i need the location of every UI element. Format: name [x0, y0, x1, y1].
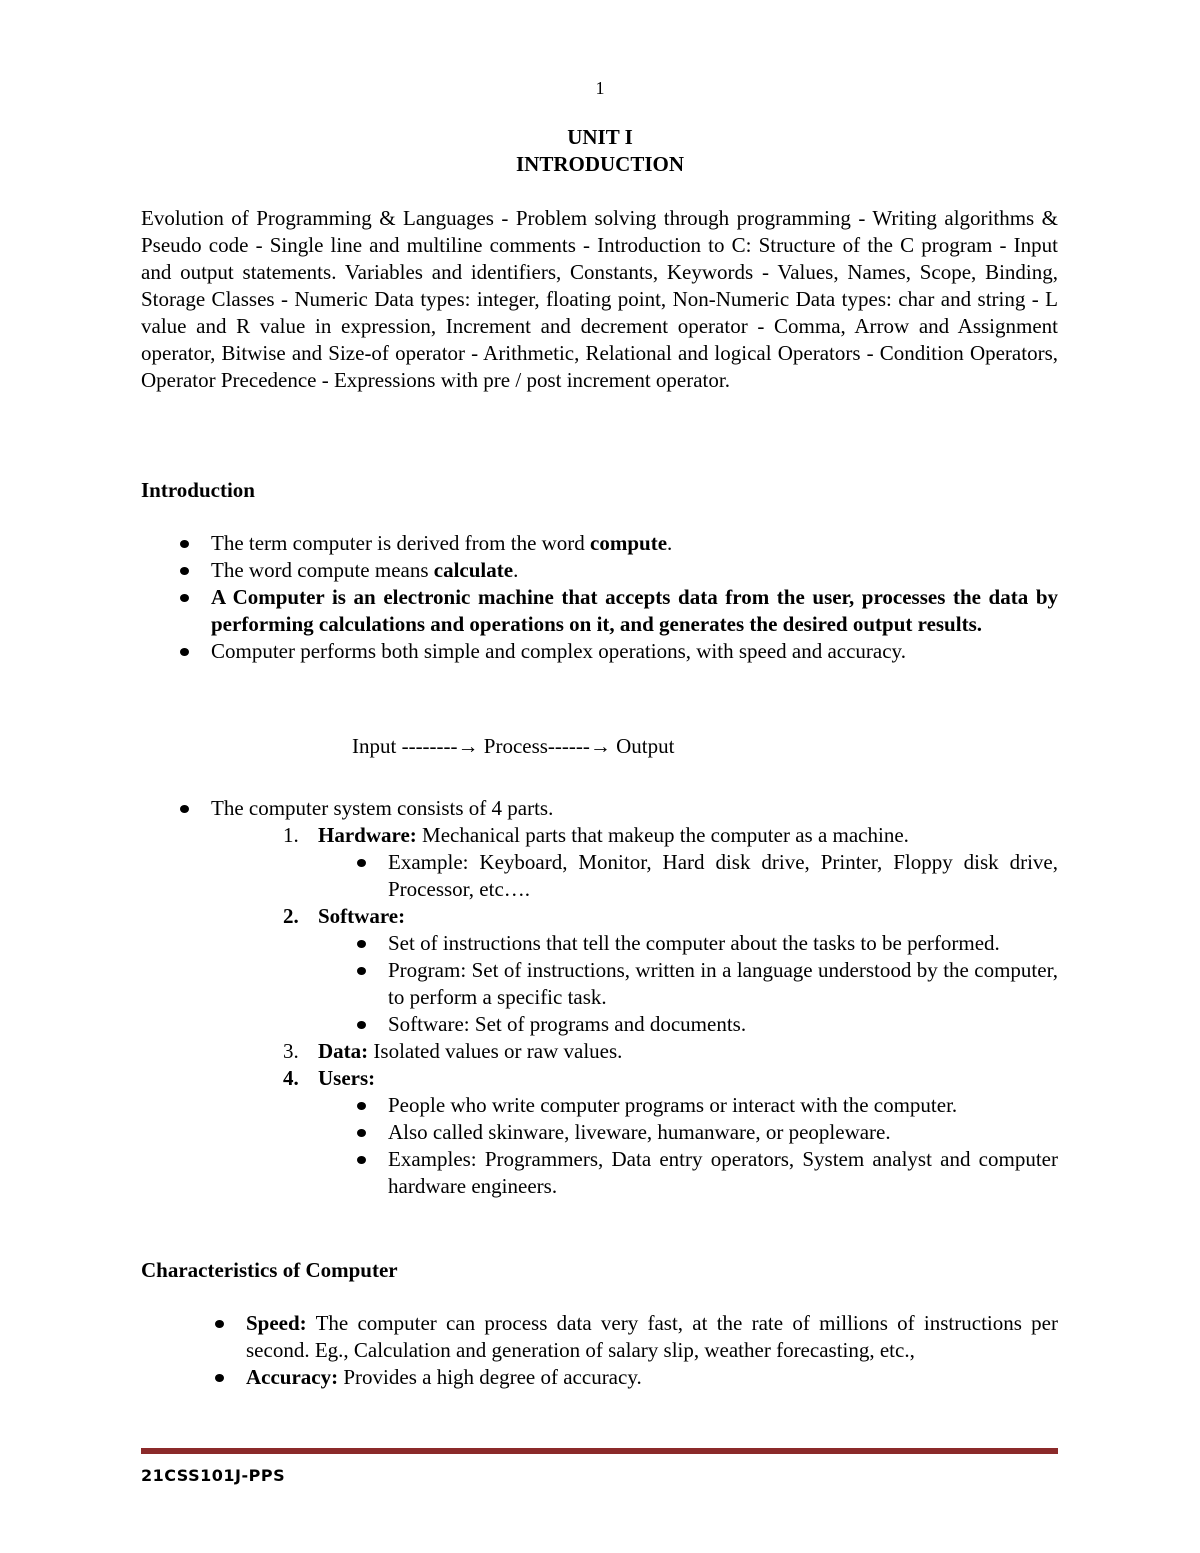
list-number: 3.	[283, 1039, 299, 1063]
parts-intro-list	[211, 795, 1058, 822]
bullet-icon	[357, 940, 366, 948]
list-number: 4.	[283, 1066, 299, 1090]
syllabus-paragraph: Evolution of Programming & Languages - Problem solving through programming - Writing algorithms & Pseudo code - Single line and multiline comments - Introduction to C: Structure of the C program - Input and output statements. Variables and identifiers, Constants, Keywords - Values, Names, Scope, Binding, Storage Classes - Numeric Data types: integer, floating point, Non-Numeric Data types: char and string - L value and R value in expression, Increment and decrement operator - Comma, Arrow and Assignment operator, Bitwise and Size-of operator - Arithmetic, Relational and logical Operators - Condition Operators, Operator Precedence - Expressions with pre / post increment operator.	[141, 206, 1058, 392]
bullet-icon	[215, 1374, 224, 1382]
bullet-icon	[215, 1320, 224, 1328]
list-item: People who write computer programs or interact with the computer.	[388, 1092, 1058, 1119]
unit-number: UNIT I	[567, 125, 633, 149]
footer-rule	[141, 1448, 1058, 1454]
list-item: A Computer is an electronic machine that accepts data from the user, processes the data by performing calculations and operations on it, and generates the desired output results.	[211, 584, 1058, 638]
bullet-icon	[357, 859, 366, 867]
characteristics-bullet-list	[246, 1310, 1058, 1391]
bullet-icon	[180, 805, 189, 813]
list-item: Program: Set of instructions, written in a language understood by the computer, to perform a specific task.	[388, 957, 1058, 1011]
sub-bullet-list	[388, 849, 1058, 903]
computer-parts-list	[283, 822, 1058, 1200]
bullet-icon	[357, 1102, 366, 1110]
section-heading-characteristics: Characteristics of Computer	[141, 1258, 398, 1282]
page-number: 1	[595, 78, 605, 98]
footer-course-code: 21CSS101J-PPS	[141, 1466, 286, 1485]
list-item: Speed: The computer can process data very fast, at the rate of millions of instructions per second. Eg., Calculation and generation of salary slip, weather forecasting, etc.,	[246, 1310, 1058, 1364]
bullet-icon	[180, 594, 189, 602]
list-item: Computer performs both simple and complex operations, with speed and accuracy.	[211, 638, 1058, 665]
part-hardware: 1. Hardware: Mechanical parts that makeup the computer as a machine. Example: Keyboard, Monitor, Hard disk drive, Printer, Floppy disk drive, Processor, etc….	[283, 823, 1058, 901]
section-heading-introduction: Introduction	[141, 478, 255, 502]
list-item: Example: Keyboard, Monitor, Hard disk drive, Printer, Floppy disk drive, Processor, etc….	[388, 849, 1058, 903]
unit-name: INTRODUCTION	[515, 152, 685, 176]
input-process-output-flow: Input --------→ Process------→ Output	[352, 734, 675, 758]
bullet-icon	[357, 1156, 366, 1164]
list-item: Examples: Programmers, Data entry operators, System analyst and computer hardware engineers.	[388, 1146, 1058, 1200]
list-item: Also called skinware, liveware, humanware, or peopleware.	[388, 1119, 1058, 1146]
list-item: Accuracy: Provides a high degree of accuracy.	[246, 1364, 1058, 1391]
part-users	[283, 1065, 1058, 1200]
part-data: 3. Data: Isolated values or raw values.	[283, 1039, 623, 1063]
list-number: 2.	[283, 904, 299, 928]
list-item: The word compute means calculate.	[211, 557, 1058, 584]
list-item: The computer system consists of 4 parts.	[211, 795, 1058, 822]
part-title: Data:	[318, 1039, 369, 1063]
bullet-icon	[180, 540, 189, 548]
part-title: Hardware:	[318, 823, 417, 847]
list-item: Software: Set of programs and documents.	[388, 1011, 1058, 1038]
introduction-bullet-list	[211, 530, 1058, 665]
sub-bullet-list	[388, 1092, 1058, 1200]
part-title: Software:	[318, 904, 406, 928]
part-software	[283, 903, 1058, 1038]
unit-title	[0, 124, 1200, 178]
part-title: Users:	[318, 1066, 376, 1090]
bullet-icon	[357, 967, 366, 975]
list-number: 1.	[283, 823, 299, 847]
sub-bullet-list	[388, 930, 1058, 1038]
bullet-icon	[180, 648, 189, 656]
bullet-icon	[180, 567, 189, 575]
bullet-icon	[357, 1129, 366, 1137]
list-item: Set of instructions that tell the computer about the tasks to be performed.	[388, 930, 1058, 957]
bullet-icon	[357, 1021, 366, 1029]
list-item: The term computer is derived from the word compute.	[211, 530, 1058, 557]
